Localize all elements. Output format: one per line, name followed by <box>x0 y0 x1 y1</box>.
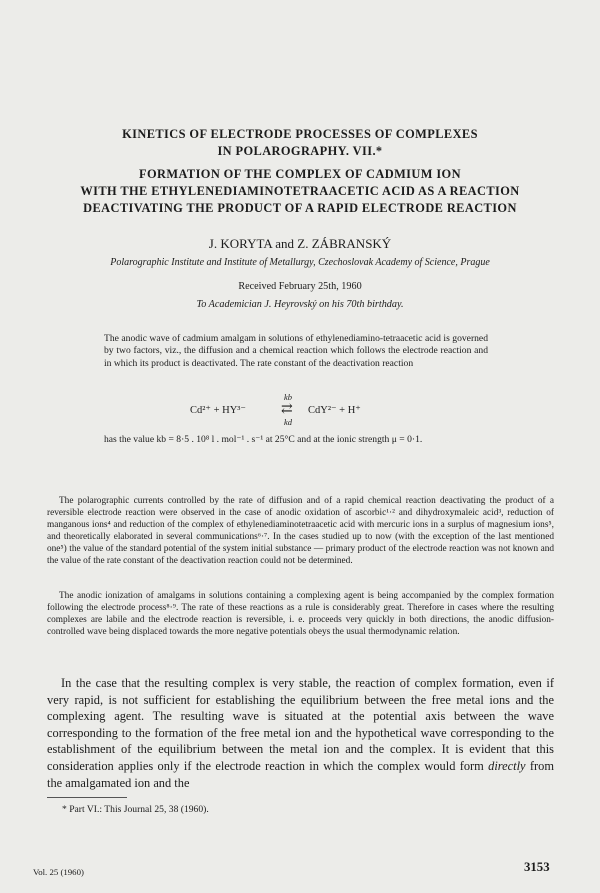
affiliation: Polarographic Institute and Institute of Metallurgy, Czechoslovak Academy of Science, Prague <box>110 257 490 268</box>
reaction-equation <box>190 392 410 428</box>
equilibrium-arrows: ⇄ <box>281 402 293 417</box>
title-line-1: KINETICS OF ELECTRODE PROCESSES OF COMPLEXES <box>122 127 478 141</box>
article-subtitle <box>30 166 570 217</box>
body-paragraph-1: The polarographic currents controlled by the rate of diffusion and of a rapid chemical reaction deactivating the product of a reversible electrode reaction were observed in the case of anodic oxidation of ascorbic¹·² and dihydroxymaleic acid³, reduction of manganous ions⁴ and reduction of the complex of ethylenediaminotetraacetic acid with mercuric ions in a surplus of magnesium ions⁵, and theoretically elaborated in several communications⁶·⁷. In the cases studied up to now (with the exception of the last mentioned one⁵) the value of the standard potential of the system initial substance — primary product of the electrode reaction was not known and the value of the rate constant of the deactivation reaction could not be determined. <box>47 496 554 566</box>
emphasis-directly: directly <box>488 758 526 773</box>
subtitle-line-2: WITH THE ETHYLENEDIAMINOTETRAACETIC ACID AS A REACTION <box>80 184 520 198</box>
subtitle-line-1: FORMATION OF THE COMPLEX OF CADMIUM ION <box>139 167 461 181</box>
abstract-paragraph-1: The anodic wave of cadmium amalgam in solutions of ethylenediamino-tetraacetic acid is governed by two factors, viz., the diffusion and a chemical reaction which follows the electrode reaction and in which its product is deactivated. The rate constant of the deactivation reaction <box>104 333 488 369</box>
body-paragraph-3 <box>47 675 554 791</box>
equation-reactants: Cd²⁺ + HY³⁻ <box>190 405 246 416</box>
volume-label: Vol. 25 (1960) <box>33 867 84 877</box>
subtitle-line-3: DEACTIVATING THE PRODUCT OF A RAPID ELECTRODE REACTION <box>83 201 517 215</box>
footnote: * Part VI.: This Journal 25, 38 (1960). <box>62 804 209 815</box>
rate-constant-kb: kb <box>284 392 293 402</box>
page-number: 3153 <box>524 860 550 874</box>
body-paragraph-3-part-b: from the amalgamated ion and the <box>47 758 554 790</box>
abstract-paragraph-2: has the value kb = 8·5 . 10⁸ l . mol⁻¹ . s⁻¹ at 25°C and at the ionic strength μ = 0·1. <box>104 434 423 445</box>
rate-constant-kd: kd <box>284 417 293 427</box>
article-title <box>30 126 570 160</box>
title-line-2: IN POLAROGRAPHY. VII.* <box>217 144 383 158</box>
footnote-rule <box>47 797 127 798</box>
equation-products: CdY²⁻ + H⁺ <box>308 405 361 416</box>
authors: J. KORYTA and Z. ZÁBRANSKÝ <box>208 236 392 251</box>
received-date: Received February 25th, 1960 <box>238 281 362 292</box>
body-paragraph-2: The anodic ionization of amalgams in solutions containing a complexing agent is being accompanied by the complex formation following the electrode process⁸·⁹. The rate of these reactions as a rule is considerably great. Therefore in cases where the resulting complexes are labile and the electrode reaction is reversible, i. e. proceeds very quickly in both directions, the anodic diffusion-controlled wave being displaced towards the more negative potentials obeys the usual thermodynamic relation. <box>47 591 554 637</box>
dedication: To Academician J. Heyrovský on his 70th birthday. <box>196 299 404 310</box>
body-paragraph-3-part-a: In the case that the resulting complex is very stable, the reaction of complex formation, even if very rapid, is not sufficient for establishing the equilibrium between the free metal ions and the complexing agent. The resulting wave is situated at the potential axis between the wave corresponding to the formation of the free metal ion and the hypothetical wave corresponding to the establishment of the equilibrium between the metal ion and the complex. It is evident that this consideration applies only if the electrode reaction in which the complex would form <box>47 676 554 773</box>
